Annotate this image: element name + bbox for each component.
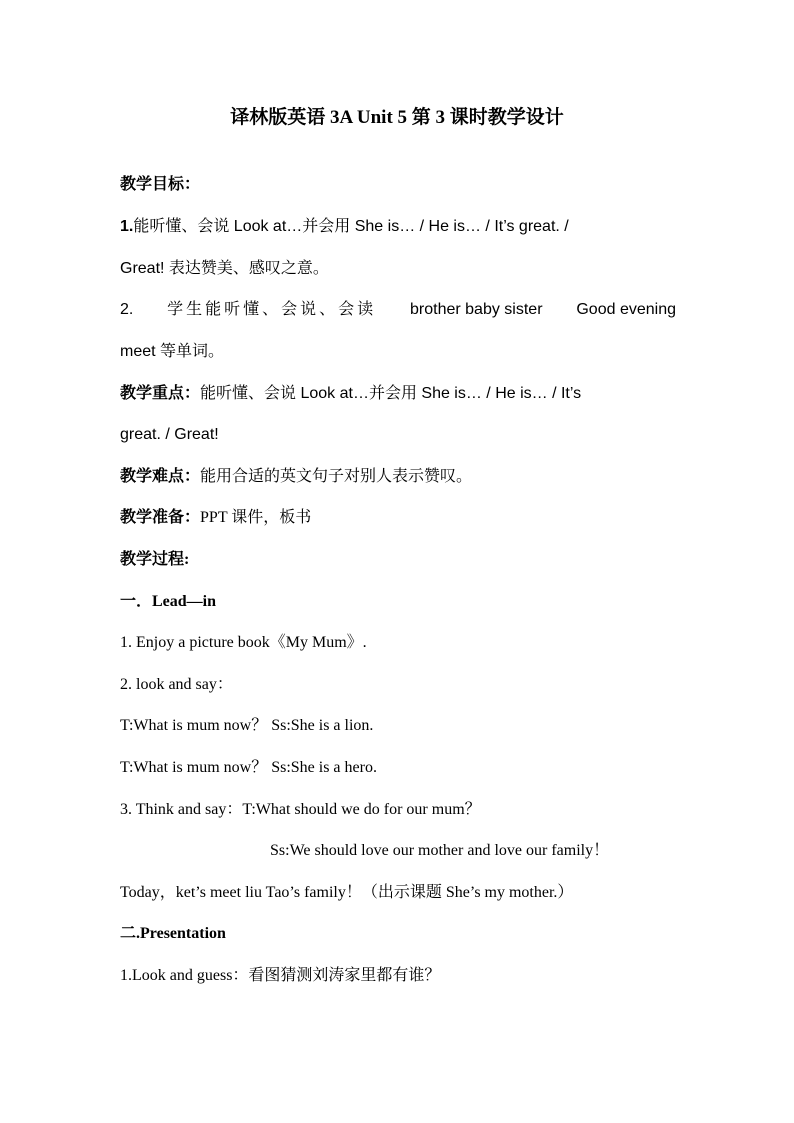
section-2-line-1: 1.Look and guess：看图猜测刘涛家里都有谁？ — [120, 967, 441, 984]
goal-2-number: 2. — [120, 301, 134, 318]
goal-2-words: brother baby sister — [410, 301, 543, 318]
section-1-line-1: 1. Enjoy a picture book《My Mum》. — [120, 634, 367, 651]
preparation-text: PPT 课件，板书 — [200, 509, 312, 526]
section-1-line-6: Ss:We should love our mother and love our family！ — [270, 842, 610, 859]
preparation-label: 教学准备： — [120, 509, 201, 526]
section-1-line-5: 3. Think and say：T:What should we do for our mum？ — [120, 801, 481, 818]
goal-1-number: 1. — [120, 218, 134, 235]
section-1-heading: 一．Lead—in — [120, 593, 217, 610]
key-points-line-1 — [120, 384, 676, 404]
section-1-line-4: T:What is mum now？ Ss:She is a hero. — [120, 759, 377, 776]
section-1-line-2: 2. look and say： — [120, 676, 233, 693]
difficulties-label: 教学难点： — [120, 468, 201, 485]
preparation-line — [120, 508, 676, 528]
goals-heading: 教学目标： — [120, 176, 201, 193]
goal-2-text: 学生能听懂、会说、会读 — [167, 301, 377, 318]
process-heading: 教学过程: — [120, 551, 190, 568]
goal-1-line-1 — [120, 217, 676, 237]
section-1-line-3: T:What is mum now？ Ss:She is a lion. — [120, 717, 374, 734]
difficulties-text: 能用合适的英文句子对别人表示赞叹。 — [200, 468, 473, 485]
goal-2-words-2: Good evening — [576, 301, 676, 318]
goal-1-line-2: Great! 表达赞美、感叹之意。 — [120, 260, 329, 277]
key-points-label: 教学重点： — [120, 385, 201, 402]
document-title: 译林版英语 3A Unit 5 第 3 课时教学设计 — [230, 107, 564, 128]
key-points-text: 能听懂、会说 Look at…并会用 She is… / He is… / It’s — [200, 385, 582, 402]
goal-1-text: 能听懂、会说 Look at…并会用 She is… / He is… / It’s great. / — [133, 218, 569, 235]
key-points-line-2: great. / Great! — [120, 426, 219, 443]
section-2-heading: 二.Presentation — [120, 925, 226, 942]
difficulties-line — [120, 467, 676, 487]
section-1-line-7: Today，ket’s meet liu Tao’s family！（出示课题 She’s my mother.） — [120, 884, 574, 901]
goal-2-line-1 — [120, 300, 676, 320]
goal-2-line-2: meet 等单词。 — [120, 343, 225, 360]
